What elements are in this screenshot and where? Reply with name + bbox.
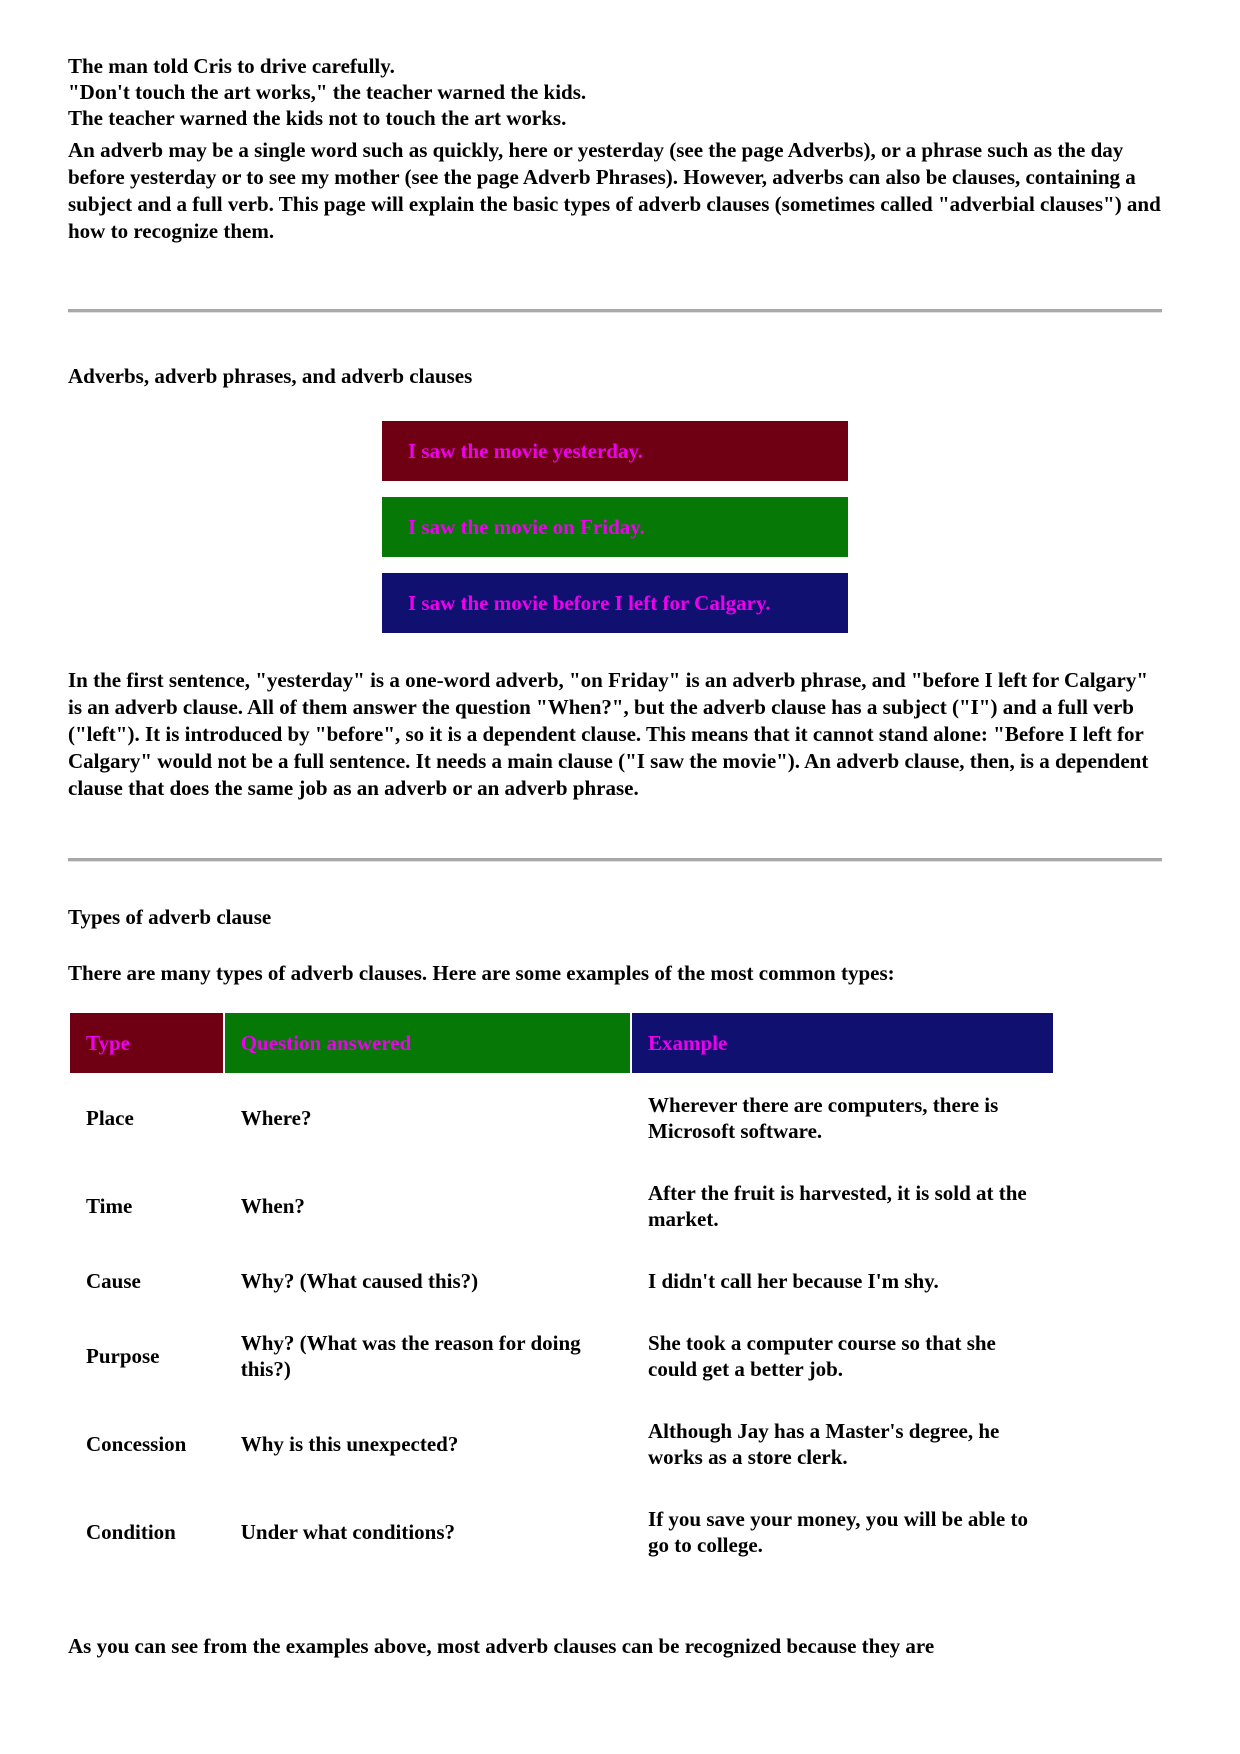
cell-question: Under what conditions? [225, 1489, 630, 1575]
cell-type: Concession [70, 1401, 223, 1487]
types-table [68, 1011, 1055, 1577]
table-header-example: Example [632, 1013, 1053, 1073]
table-header-row [70, 1013, 1053, 1073]
heading-types-of-adverb-clause: Types of adverb clause [68, 905, 272, 929]
section-divider [68, 858, 1162, 862]
intro-paragraph: An adverb may be a single word such as quickly, here or yesterday (see the page Adverbs), or a phrase such as the day before yesterday or to see my mother (see the page Adverb Phrases). However, adverbs can also be clauses, containing a subject and a full verb. This page will explain the basic types of adverb clauses (sometimes called "adverbial clauses") and how to recognize them. [68, 138, 1161, 243]
cell-type: Time [70, 1163, 223, 1249]
table-row-cause [70, 1251, 1053, 1311]
table-row-purpose [70, 1313, 1053, 1399]
types-intro-paragraph: There are many types of adverb clauses. Here are some examples of the most common types: [68, 961, 895, 985]
cell-example: If you save your money, you will be able to go to college. [632, 1489, 1053, 1575]
example-box-adverb-text: I saw the movie yesterday. [408, 438, 644, 463]
example-box-adverb-clause-text: I saw the movie before I left for Calgary. [408, 590, 771, 615]
section-divider [68, 309, 1162, 313]
example-box-adverb-phrase [382, 497, 848, 557]
cell-question: Where? [225, 1075, 630, 1161]
table-row-concession [70, 1401, 1053, 1487]
heading-adverbs-phrases-clauses: Adverbs, adverb phrases, and adverb clauses [68, 364, 473, 388]
cell-type: Condition [70, 1489, 223, 1575]
cell-example: I didn't call her because I'm shy. [632, 1251, 1053, 1311]
example-box-adverb-phrase-text: I saw the movie on Friday. [408, 514, 645, 539]
table-row-condition [70, 1489, 1053, 1575]
cell-type: Place [70, 1075, 223, 1161]
intro-line-3: The teacher warned the kids not to touch the art works. [68, 106, 567, 130]
table-row-time [70, 1163, 1053, 1249]
table-header-question: Question answered [225, 1013, 630, 1073]
example-boxes [68, 421, 1162, 633]
cell-question: When? [225, 1163, 630, 1249]
cell-example: After the fruit is harvested, it is sold at the market. [632, 1163, 1053, 1249]
cell-question: Why is this unexpected? [225, 1401, 630, 1487]
cell-question: Why? (What caused this?) [225, 1251, 630, 1311]
cell-question: Why? (What was the reason for doing this?) [225, 1313, 630, 1399]
explanation-paragraph: In the first sentence, "yesterday" is a one-word adverb, "on Friday" is an adverb phrase, and "before I left for Calgary" is an adverb clause. All of them answer the question "When?", but the adverb clause has a subject ("I") and a full verb ("left"). It is introduced by "before", so it is a dependent clause. This means that it cannot stand alone: "Before I left for Calgary" would not be a full sentence. It needs a main clause ("I saw the movie"). An adverb clause, then, is a dependent clause that does the same job as an adverb or an adverb phrase. [68, 668, 1149, 800]
cell-example: She took a computer course so that she could get a better job. [632, 1313, 1053, 1399]
example-box-adverb [382, 421, 848, 481]
intro-line-1: The man told Cris to drive carefully. [68, 54, 395, 78]
cell-example: Although Jay has a Master's degree, he works as a store clerk. [632, 1401, 1053, 1487]
table-header-type: Type [70, 1013, 223, 1073]
cell-example: Wherever there are computers, there is Microsoft software. [632, 1075, 1053, 1161]
closing-paragraph: As you can see from the examples above, most adverb clauses can be recognized because they are [68, 1634, 935, 1658]
cell-type: Cause [70, 1251, 223, 1311]
example-box-adverb-clause [382, 573, 848, 633]
cell-type: Purpose [70, 1313, 223, 1399]
table-row-place [70, 1075, 1053, 1161]
intro-line-2: "Don't touch the art works," the teacher warned the kids. [68, 80, 587, 104]
